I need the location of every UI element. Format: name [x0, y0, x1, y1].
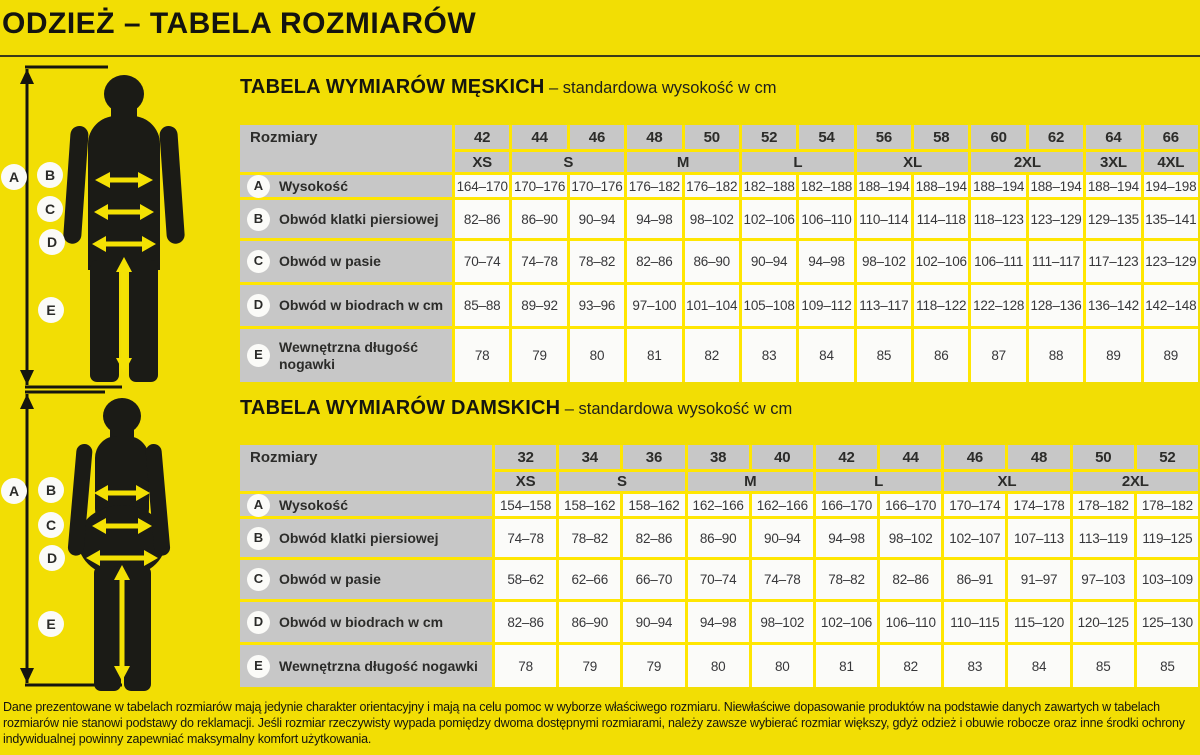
- men-value-C-66: 123–129: [1144, 241, 1198, 282]
- page-title: ODZIEŻ – TABELA ROZMIARÓW: [2, 7, 477, 40]
- men-size-header-42: 42: [455, 125, 509, 149]
- men-value-D-42: 85–88: [455, 285, 509, 326]
- svg-text:B: B: [45, 482, 57, 498]
- men-group-header-XL: XL: [857, 152, 969, 172]
- men-group-header-4XL: 4XL: [1144, 152, 1198, 172]
- letter-badge-B: B: [247, 527, 270, 550]
- men-value-A-66: 194–198: [1144, 175, 1198, 197]
- men-value-E-48: 81: [627, 329, 681, 382]
- women-value-D-36: 90–94: [623, 602, 684, 642]
- women-value-B-44: 98–102: [880, 519, 941, 557]
- disclaimer-text: Dane prezentowane w tabelach rozmiarów mają jedynie charakter orientacyjny i mają na celu pomoc w wyborze właściwego rozmiaru. Niewłaściwe dopasowanie produktów na podstawie danych zawartych w tabelach rozmiarów nie stanowi podstawy do reklamacji. Jeśli rozmiar rzeczywisty wypada pomiędzy dwoma dostępnymi rozmiarami, należy zawsze wybierać rozmiar większy, gdyż odzież i obuwie robocze oraz inne środki ochrony indywidualnej powinny zapewniać maksymalny komfort użytkowania.: [3, 700, 1185, 746]
- men-value-E-56: 85: [857, 329, 911, 382]
- men-value-E-44: 79: [512, 329, 566, 382]
- men-size-header-58: 58: [914, 125, 968, 149]
- women-value-E-42: 81: [816, 645, 877, 687]
- men-value-A-48: 176–182: [627, 175, 681, 197]
- men-value-A-60: 188–194: [971, 175, 1025, 197]
- row-label-text: Obwód w biodrach w cm: [279, 613, 444, 630]
- men-value-D-54: 109–112: [799, 285, 853, 326]
- men-value-B-48: 94–98: [627, 200, 681, 238]
- women-value-B-46: 102–107: [944, 519, 1005, 557]
- men-row-label-D: [240, 285, 452, 326]
- letter-badge-A: A: [247, 494, 270, 517]
- row-label-text: Obwód w pasie: [279, 571, 381, 588]
- women-value-A-36: 158–162: [623, 494, 684, 516]
- men-size-header-44: 44: [512, 125, 566, 149]
- women-value-D-46: 110–115: [944, 602, 1005, 642]
- women-group-header-S: S: [559, 472, 684, 491]
- men-value-D-56: 113–117: [857, 285, 911, 326]
- svg-text:E: E: [46, 616, 56, 632]
- men-size-header-62: 62: [1029, 125, 1083, 149]
- women-value-B-52: 119–125: [1137, 519, 1198, 557]
- women-value-C-46: 86–91: [944, 560, 1005, 599]
- women-row-label-A: [240, 494, 492, 516]
- letter-badge-D: D: [247, 294, 270, 317]
- men-value-B-62: 123–129: [1029, 200, 1083, 238]
- men-value-B-66: 135–141: [1144, 200, 1198, 238]
- women-value-E-36: 79: [623, 645, 684, 687]
- men-value-A-54: 182–188: [799, 175, 853, 197]
- men-size-header-60: 60: [971, 125, 1025, 149]
- women-value-E-46: 83: [944, 645, 1005, 687]
- men-value-A-44: 170–176: [512, 175, 566, 197]
- svg-text:D: D: [46, 234, 58, 250]
- men-row-label-B: [240, 200, 452, 238]
- men-value-B-64: 129–135: [1086, 200, 1140, 238]
- men-value-C-44: 74–78: [512, 241, 566, 282]
- measure-letter-badges: [1, 477, 65, 637]
- men-value-D-44: 89–92: [512, 285, 566, 326]
- women-value-B-34: 78–82: [559, 519, 620, 557]
- men-value-D-48: 97–100: [627, 285, 681, 326]
- men-size-header-48: 48: [627, 125, 681, 149]
- women-row-label-C: [240, 560, 492, 599]
- women-size-header-48: 48: [1008, 445, 1069, 469]
- women-value-D-32: 82–86: [495, 602, 556, 642]
- women-value-E-44: 82: [880, 645, 941, 687]
- men-value-C-52: 90–94: [742, 241, 796, 282]
- women-row-label-D: [240, 602, 492, 642]
- men-value-D-60: 122–128: [971, 285, 1025, 326]
- row-label-text: Wysokość: [279, 496, 348, 513]
- women-table-title: [240, 397, 792, 420]
- row-label-text: Wewnętrzna długość nogawki: [279, 657, 478, 674]
- women-value-C-38: 70–74: [688, 560, 749, 599]
- women-value-B-36: 82–86: [623, 519, 684, 557]
- men-value-A-46: 170–176: [570, 175, 624, 197]
- men-value-E-66: 89: [1144, 329, 1198, 382]
- men-value-A-50: 176–182: [685, 175, 739, 197]
- women-group-header-L: L: [816, 472, 941, 491]
- women-size-header-34: 34: [559, 445, 620, 469]
- men-value-D-52: 105–108: [742, 285, 796, 326]
- men-value-E-58: 86: [914, 329, 968, 382]
- women-value-D-40: 98–102: [752, 602, 813, 642]
- women-value-A-38: 162–166: [688, 494, 749, 516]
- men-group-header-XS: XS: [455, 152, 509, 172]
- men-value-C-54: 94–98: [799, 241, 853, 282]
- men-value-B-54: 106–110: [799, 200, 853, 238]
- women-size-header-42: 42: [816, 445, 877, 469]
- women-value-E-32: 78: [495, 645, 556, 687]
- men-value-A-52: 182–188: [742, 175, 796, 197]
- men-size-header-54: 54: [799, 125, 853, 149]
- female-silhouette-figure: [0, 386, 238, 695]
- row-label-text: Obwód klatki piersiowej: [279, 529, 439, 546]
- men-group-header-3XL: 3XL: [1086, 152, 1140, 172]
- men-value-B-46: 90–94: [570, 200, 624, 238]
- women-value-C-50: 97–103: [1073, 560, 1134, 599]
- women-value-E-52: 85: [1137, 645, 1198, 687]
- men-value-C-48: 82–86: [627, 241, 681, 282]
- men-value-D-64: 136–142: [1086, 285, 1140, 326]
- women-value-A-50: 178–182: [1073, 494, 1134, 516]
- men-value-A-42: 164–170: [455, 175, 509, 197]
- women-row-label-B: [240, 519, 492, 557]
- women-value-B-32: 74–78: [495, 519, 556, 557]
- men-row-label-C: [240, 241, 452, 282]
- women-value-C-32: 58–62: [495, 560, 556, 599]
- women-row-label-E: [240, 645, 492, 687]
- women-size-header-36: 36: [623, 445, 684, 469]
- women-value-A-32: 154–158: [495, 494, 556, 516]
- men-value-C-62: 111–117: [1029, 241, 1083, 282]
- men-value-B-58: 114–118: [914, 200, 968, 238]
- women-value-D-42: 102–106: [816, 602, 877, 642]
- male-silhouette-icon: [0, 60, 238, 394]
- women-value-C-40: 74–78: [752, 560, 813, 599]
- men-value-A-58: 188–194: [914, 175, 968, 197]
- svg-text:E: E: [46, 302, 56, 318]
- men-value-A-62: 188–194: [1029, 175, 1083, 197]
- women-rozmiary-header: Rozmiary: [240, 445, 492, 491]
- svg-text:D: D: [46, 550, 58, 566]
- svg-text:A: A: [8, 169, 20, 185]
- women-value-B-48: 107–113: [1008, 519, 1069, 557]
- letter-badge-D: D: [247, 611, 270, 634]
- svg-text:C: C: [44, 201, 56, 217]
- men-value-B-56: 110–114: [857, 200, 911, 238]
- women-value-E-38: 80: [688, 645, 749, 687]
- men-group-header-S: S: [512, 152, 624, 172]
- letter-badge-C: C: [247, 568, 270, 591]
- men-value-C-60: 106–111: [971, 241, 1025, 282]
- women-size-table: [240, 445, 1198, 687]
- men-group-header-2XL: 2XL: [971, 152, 1083, 172]
- men-value-C-42: 70–74: [455, 241, 509, 282]
- svg-text:A: A: [8, 483, 20, 499]
- women-group-header-XS: XS: [495, 472, 556, 491]
- female-silhouette-icon: [0, 386, 238, 695]
- women-table-title-text: TABELA WYMIARÓW DAMSKICH: [240, 397, 561, 419]
- women-value-B-42: 94–98: [816, 519, 877, 557]
- men-rozmiary-header: Rozmiary: [240, 125, 452, 172]
- women-value-C-44: 82–86: [880, 560, 941, 599]
- men-value-E-52: 83: [742, 329, 796, 382]
- women-size-header-32: 32: [495, 445, 556, 469]
- women-value-D-50: 120–125: [1073, 602, 1134, 642]
- men-table-title: [240, 76, 776, 99]
- men-value-D-66: 142–148: [1144, 285, 1198, 326]
- women-value-D-52: 125–130: [1137, 602, 1198, 642]
- women-value-D-44: 106–110: [880, 602, 941, 642]
- men-size-header-64: 64: [1086, 125, 1140, 149]
- women-table-subtitle: – standardowa wysokość w cm: [564, 400, 793, 418]
- women-value-E-34: 79: [559, 645, 620, 687]
- men-value-E-64: 89: [1086, 329, 1140, 382]
- men-table-subtitle: – standardowa wysokość w cm: [549, 79, 777, 97]
- men-value-C-64: 117–123: [1086, 241, 1140, 282]
- men-size-header-66: 66: [1144, 125, 1198, 149]
- men-size-header-46: 46: [570, 125, 624, 149]
- women-value-E-50: 85: [1073, 645, 1134, 687]
- men-value-E-62: 88: [1029, 329, 1083, 382]
- men-group-header-M: M: [627, 152, 739, 172]
- men-group-header-L: L: [742, 152, 854, 172]
- svg-text:B: B: [44, 167, 56, 183]
- men-value-E-46: 80: [570, 329, 624, 382]
- letter-badge-B: B: [247, 208, 270, 231]
- women-group-header-XL: XL: [944, 472, 1069, 491]
- women-value-C-34: 62–66: [559, 560, 620, 599]
- women-value-C-42: 78–82: [816, 560, 877, 599]
- letter-badge-E: E: [247, 655, 270, 678]
- men-value-B-50: 98–102: [685, 200, 739, 238]
- women-size-header-44: 44: [880, 445, 941, 469]
- men-value-E-42: 78: [455, 329, 509, 382]
- row-label-text: Wysokość: [279, 177, 348, 194]
- men-value-C-50: 86–90: [685, 241, 739, 282]
- men-size-header-50: 50: [685, 125, 739, 149]
- measure-letter-badges: [1, 162, 65, 323]
- letter-badge-E: E: [247, 344, 270, 367]
- women-value-A-40: 162–166: [752, 494, 813, 516]
- men-value-B-42: 82–86: [455, 200, 509, 238]
- women-size-header-52: 52: [1137, 445, 1198, 469]
- women-group-header-2XL: 2XL: [1073, 472, 1198, 491]
- men-value-D-58: 118–122: [914, 285, 968, 326]
- women-size-header-40: 40: [752, 445, 813, 469]
- men-row-label-A: [240, 175, 452, 197]
- men-value-D-46: 93–96: [570, 285, 624, 326]
- row-label-text: Obwód klatki piersiowej: [279, 210, 439, 227]
- svg-text:C: C: [45, 517, 57, 533]
- women-value-A-42: 166–170: [816, 494, 877, 516]
- women-value-A-46: 170–174: [944, 494, 1005, 516]
- letter-badge-A: A: [247, 175, 270, 198]
- men-value-E-60: 87: [971, 329, 1025, 382]
- men-value-E-50: 82: [685, 329, 739, 382]
- women-value-A-44: 166–170: [880, 494, 941, 516]
- women-group-header-M: M: [688, 472, 813, 491]
- men-value-E-54: 84: [799, 329, 853, 382]
- women-value-A-34: 158–162: [559, 494, 620, 516]
- women-size-header-38: 38: [688, 445, 749, 469]
- men-size-table: [240, 125, 1198, 382]
- men-value-C-56: 98–102: [857, 241, 911, 282]
- men-value-A-56: 188–194: [857, 175, 911, 197]
- women-value-C-48: 91–97: [1008, 560, 1069, 599]
- women-value-B-40: 90–94: [752, 519, 813, 557]
- men-value-B-52: 102–106: [742, 200, 796, 238]
- women-size-header-50: 50: [1073, 445, 1134, 469]
- women-value-D-38: 94–98: [688, 602, 749, 642]
- women-value-A-52: 178–182: [1137, 494, 1198, 516]
- men-row-label-E: [240, 329, 452, 382]
- row-label-text: Obwód w pasie: [279, 253, 381, 270]
- men-value-B-60: 118–123: [971, 200, 1025, 238]
- letter-badge-C: C: [247, 250, 270, 273]
- men-value-C-46: 78–82: [570, 241, 624, 282]
- women-value-E-40: 80: [752, 645, 813, 687]
- men-value-D-50: 101–104: [685, 285, 739, 326]
- women-value-C-52: 103–109: [1137, 560, 1198, 599]
- men-value-A-64: 188–194: [1086, 175, 1140, 197]
- header-divider: [0, 55, 1200, 57]
- women-size-header-46: 46: [944, 445, 1005, 469]
- women-value-A-48: 174–178: [1008, 494, 1069, 516]
- men-value-B-44: 86–90: [512, 200, 566, 238]
- women-value-C-36: 66–70: [623, 560, 684, 599]
- men-value-D-62: 128–136: [1029, 285, 1083, 326]
- women-value-E-48: 84: [1008, 645, 1069, 687]
- men-table-title-text: TABELA WYMIARÓW MĘSKICH: [240, 76, 545, 98]
- men-value-C-58: 102–106: [914, 241, 968, 282]
- women-value-D-48: 115–120: [1008, 602, 1069, 642]
- women-value-B-50: 113–119: [1073, 519, 1134, 557]
- male-silhouette-figure: [0, 60, 238, 394]
- row-label-text: Obwód w biodrach w cm: [279, 297, 444, 314]
- men-size-header-56: 56: [857, 125, 911, 149]
- women-value-B-38: 86–90: [688, 519, 749, 557]
- row-label-text: Wewnętrzna długość nogawki: [279, 339, 418, 372]
- women-value-D-34: 86–90: [559, 602, 620, 642]
- men-size-header-52: 52: [742, 125, 796, 149]
